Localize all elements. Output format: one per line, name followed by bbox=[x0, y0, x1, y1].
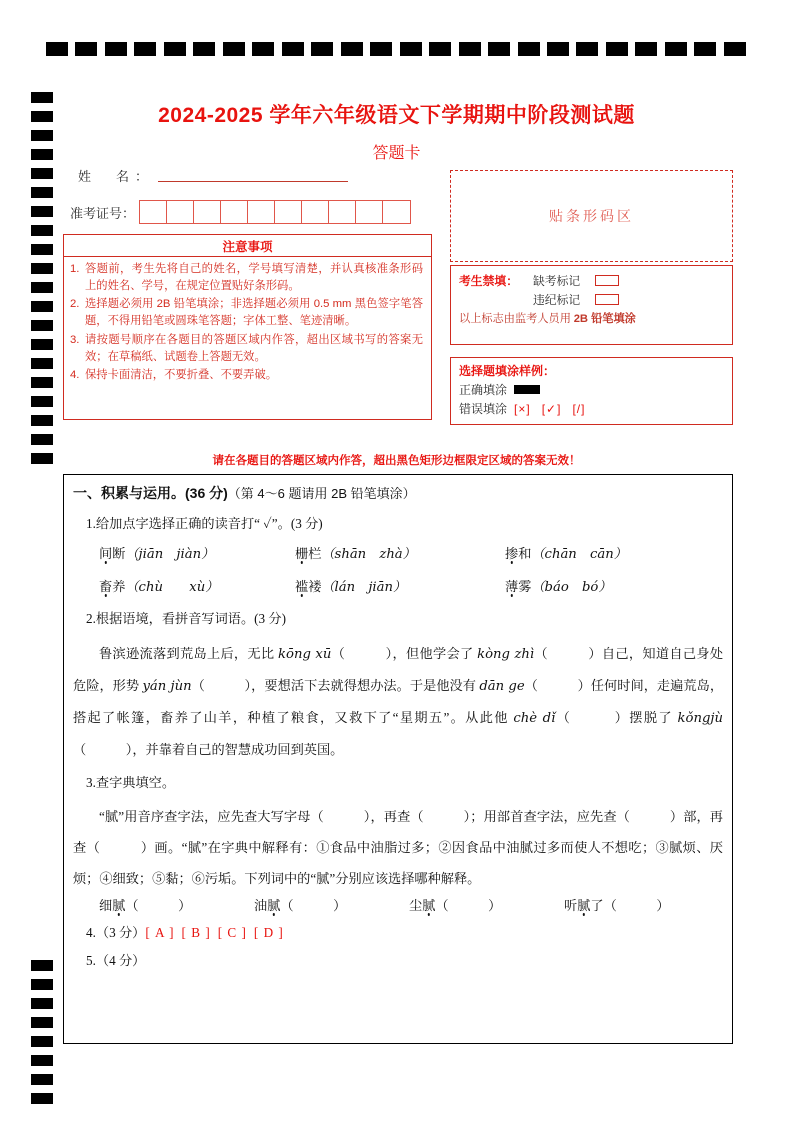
dotted-character: 腻 bbox=[112, 897, 126, 913]
question-4-options[interactable] bbox=[145, 925, 290, 940]
word-blank-item[interactable] bbox=[254, 895, 409, 914]
pinyin-choice-item[interactable] bbox=[99, 543, 295, 562]
question-4-number: 4. bbox=[86, 924, 96, 940]
note-item bbox=[70, 296, 423, 330]
timing-marks-left-lower bbox=[31, 960, 53, 1112]
timing-mark bbox=[31, 979, 53, 990]
note-item bbox=[70, 261, 423, 295]
timing-mark bbox=[31, 301, 53, 312]
wrong-fill-label: 错误填涂 bbox=[459, 402, 508, 416]
word-character: 了 bbox=[590, 897, 604, 913]
sentence-text: 鲁滨逊流落到荒岛上后，无比 bbox=[99, 645, 279, 661]
timing-mark bbox=[31, 225, 53, 236]
dotted-character: 掺 bbox=[505, 545, 519, 561]
section-heading bbox=[73, 483, 723, 503]
word-character bbox=[294, 898, 307, 913]
timing-mark bbox=[31, 960, 53, 971]
pinyin-options[interactable]: （chù xù） bbox=[125, 579, 219, 595]
question-2-answer-area[interactable] bbox=[73, 638, 723, 765]
admission-number-cell[interactable] bbox=[356, 201, 383, 223]
dotted-character: 腻 bbox=[267, 897, 281, 913]
timing-mark bbox=[635, 42, 657, 56]
admission-number-boxes[interactable] bbox=[139, 200, 411, 224]
timing-mark bbox=[223, 42, 245, 56]
note-text: 选择题必须用 2B 铅笔填涂；非选择题必须用 0.5 mm 黑色签字笔答题，不得用铅笔或圆珠笔答题；字体工整、笔迹清晰。 bbox=[85, 298, 423, 328]
pinyin-choice-item[interactable] bbox=[99, 576, 295, 595]
timing-mark bbox=[400, 42, 422, 56]
question-3-prompt: 3.查字典填空。 bbox=[86, 774, 176, 790]
violation-mark-label: 违纪标记 bbox=[533, 293, 581, 307]
question-4-row[interactable] bbox=[73, 923, 723, 943]
sentence-text: （ ），但他学会了 bbox=[331, 645, 478, 661]
notes-title: 注意事项 bbox=[64, 235, 431, 257]
question-3-answer-area[interactable]: “腻”用音序查字法，应先查大写字母（ ），再查（ ）；用部首查字法，应先查（ ）部，再查（ ）画。“腻”在字典中解释有：①食品中油脂过多；②因食品中油腻过多而使人不想吃；③腻烦、厌烦；④细致；⑤黏；⑥污垢。下列词中的“腻”分别应该选择哪种解释。 bbox=[73, 809, 723, 887]
sentence-text: （ ）摆脱了 bbox=[555, 709, 678, 725]
pinyin-token[interactable]: kòng zhì bbox=[477, 646, 535, 662]
word-character: 褛 bbox=[308, 578, 322, 594]
timing-mark bbox=[341, 42, 363, 56]
admission-number-cell[interactable] bbox=[248, 201, 275, 223]
pinyin-options[interactable]: （shān zhà） bbox=[321, 546, 416, 562]
correct-fill-row bbox=[459, 381, 724, 398]
word-character bbox=[165, 898, 178, 913]
timing-mark bbox=[665, 42, 687, 56]
question-1-prompt: 1.给加点字选择正确的读音打“ ✓”。(3 分) bbox=[86, 516, 323, 531]
pinyin-token[interactable]: dān ge bbox=[479, 678, 525, 694]
timing-mark bbox=[31, 282, 53, 293]
section-heading-main: 一、积累与运用。(36 分) bbox=[73, 485, 228, 501]
name-input-line[interactable] bbox=[158, 181, 348, 182]
question-1-row-2[interactable] bbox=[73, 576, 723, 595]
name-field-row bbox=[78, 166, 348, 185]
note-number: 2. bbox=[70, 298, 80, 311]
pinyin-token[interactable]: kōng xū bbox=[278, 646, 332, 662]
name-label: 姓 名： bbox=[78, 169, 155, 184]
dotted-character: 腻 bbox=[577, 897, 591, 913]
question-3-word-blanks[interactable] bbox=[73, 895, 723, 914]
answer-bubble-option[interactable]: [ D ] bbox=[253, 924, 284, 940]
timing-mark bbox=[31, 263, 53, 274]
absent-mark-bubble[interactable] bbox=[595, 275, 619, 286]
timing-mark bbox=[311, 42, 333, 56]
dotted-character: 间 bbox=[99, 545, 113, 561]
fill-sample-box bbox=[450, 357, 733, 425]
absent-mark-label: 缺考标记 bbox=[533, 274, 581, 288]
wrong-fill-mark: [×] bbox=[514, 401, 531, 416]
question-5-score: （4 分） bbox=[95, 953, 146, 969]
word-character bbox=[449, 898, 462, 913]
answer-card-subtitle: 答题卡 bbox=[372, 145, 421, 162]
word-character: ） bbox=[178, 897, 192, 913]
word-character: 细 bbox=[99, 897, 113, 913]
pinyin-options[interactable]: （chān cān） bbox=[531, 546, 627, 562]
timing-mark bbox=[31, 1055, 53, 1066]
timing-mark bbox=[694, 42, 716, 56]
word-blank-item[interactable] bbox=[564, 895, 719, 914]
timing-mark bbox=[282, 42, 304, 56]
pinyin-choice-item[interactable] bbox=[505, 576, 701, 595]
timing-mark bbox=[31, 358, 53, 369]
timing-mark bbox=[31, 415, 53, 426]
timing-mark bbox=[105, 42, 127, 56]
word-character: 听 bbox=[564, 897, 578, 913]
timing-mark bbox=[606, 42, 628, 56]
admission-number-row bbox=[70, 200, 411, 224]
note-item bbox=[70, 367, 423, 384]
question-2-prompt: 2.根据语境，看拼音写词语。(3 分) bbox=[86, 610, 287, 626]
proctor-marks-heading: 考生禁填： bbox=[459, 274, 518, 288]
violation-mark-row bbox=[459, 291, 724, 308]
sentence-text: （ ），并靠着自己的智慧成功回到英国。 bbox=[73, 741, 344, 757]
word-character: （ bbox=[603, 897, 617, 913]
admission-number-cell[interactable] bbox=[167, 201, 194, 223]
timing-mark bbox=[429, 42, 451, 56]
barcode-paste-area bbox=[450, 170, 733, 262]
admission-number-cell[interactable] bbox=[140, 201, 167, 223]
word-character bbox=[475, 898, 488, 913]
proctor-marks-box bbox=[450, 265, 733, 345]
question-4-score: （3 分） bbox=[95, 924, 146, 940]
timing-mark bbox=[459, 42, 481, 56]
sentence-text: （ ）自己，知道自己身处危险，形势 bbox=[73, 645, 724, 693]
word-character bbox=[643, 898, 656, 913]
timing-mark bbox=[31, 1074, 53, 1085]
dotted-character: 薄 bbox=[505, 578, 519, 594]
wrong-fill-row bbox=[459, 400, 724, 417]
correct-fill-label: 正确填涂 bbox=[459, 383, 508, 397]
word-character: 尘 bbox=[409, 897, 423, 913]
word-character bbox=[462, 898, 475, 913]
timing-mark bbox=[31, 1036, 53, 1047]
word-character: 雾 bbox=[518, 578, 532, 594]
timing-mark bbox=[488, 42, 510, 56]
notes-list bbox=[64, 257, 431, 384]
pinyin-token[interactable]: kǒngjù bbox=[677, 710, 723, 726]
note-number: 3. bbox=[70, 333, 80, 346]
pinyin-choice-item[interactable] bbox=[295, 543, 505, 562]
pinyin-token[interactable]: chè dǐ bbox=[513, 710, 556, 726]
timing-mark bbox=[31, 168, 53, 179]
sentence-text: （ ）任何时间，走遍荒岛，搭起了帐篷，畜养了山羊，种植了粮食，又救下了“星期五”。从此他 bbox=[73, 677, 724, 725]
note-number: 4. bbox=[70, 368, 80, 381]
pinyin-choice-item[interactable] bbox=[295, 576, 505, 595]
answer-bubble-option[interactable]: [ B ] bbox=[181, 924, 211, 940]
admission-number-cell[interactable] bbox=[383, 201, 410, 223]
note-number: 1. bbox=[70, 263, 80, 275]
answer-bubble-option[interactable]: [ A ] bbox=[145, 924, 175, 940]
timing-mark bbox=[724, 42, 746, 56]
word-character: ） bbox=[488, 897, 502, 913]
proctor-footnote-pre: 以上标志由监考人员用 bbox=[459, 313, 574, 325]
pinyin-token[interactable]: yán jùn bbox=[142, 678, 192, 694]
fill-sample-title: 选择题填涂样例： bbox=[459, 364, 556, 378]
admission-number-cell[interactable] bbox=[302, 201, 329, 223]
word-character: （ bbox=[125, 897, 139, 913]
timing-mark bbox=[252, 42, 274, 56]
word-character bbox=[139, 898, 152, 913]
absent-mark-row bbox=[459, 272, 724, 289]
timing-mark bbox=[31, 1093, 53, 1104]
question-5-number: 5. bbox=[86, 953, 96, 969]
pinyin-choice-item[interactable] bbox=[505, 543, 701, 562]
admission-number-cell[interactable] bbox=[329, 201, 356, 223]
word-character: ） bbox=[333, 897, 347, 913]
wrong-fill-mark: [/] bbox=[572, 401, 586, 416]
timing-mark bbox=[134, 42, 156, 56]
answer-region-frame bbox=[63, 474, 733, 1044]
pinyin-options[interactable]: （lán jiān） bbox=[321, 579, 407, 595]
timing-mark bbox=[576, 42, 598, 56]
notes-box bbox=[63, 234, 432, 420]
timing-mark bbox=[370, 42, 392, 56]
timing-mark bbox=[31, 244, 53, 255]
word-character: 栏 bbox=[308, 545, 322, 561]
timing-mark bbox=[75, 42, 97, 56]
word-blank-item[interactable] bbox=[99, 895, 254, 914]
question-5-row[interactable] bbox=[73, 951, 723, 971]
word-character: 断 bbox=[112, 545, 126, 561]
dotted-character: 畜 bbox=[99, 578, 113, 594]
timing-mark bbox=[164, 42, 186, 56]
timing-marks-top bbox=[46, 42, 746, 56]
wrong-fill-example-icons bbox=[514, 402, 596, 416]
violation-mark-bubble[interactable] bbox=[595, 294, 619, 305]
timing-mark bbox=[547, 42, 569, 56]
admission-number-cell[interactable] bbox=[221, 201, 248, 223]
question-1-row-1[interactable] bbox=[73, 543, 723, 562]
timing-mark bbox=[31, 396, 53, 407]
timing-mark bbox=[31, 187, 53, 198]
admission-number-label: 准考证号： bbox=[70, 205, 136, 221]
timing-mark bbox=[193, 42, 215, 56]
dotted-character: 腻 bbox=[422, 897, 436, 913]
barcode-area-label: 贴条形码区 bbox=[549, 210, 634, 225]
word-character bbox=[617, 898, 630, 913]
note-text: 请按题号顺序在各题目的答题区域内作答，超出区域书写的答案无效；在草稿纸、试题卷上答题无效。 bbox=[85, 333, 423, 363]
word-blank-item[interactable] bbox=[409, 895, 564, 914]
word-character: （ bbox=[280, 897, 294, 913]
sentence-text: （ ），要想活下去就得想办法。于是他没有 bbox=[191, 677, 480, 693]
timing-mark bbox=[31, 206, 53, 217]
word-character: （ bbox=[435, 897, 449, 913]
timing-mark bbox=[31, 377, 53, 388]
wrong-fill-mark: [✓] bbox=[541, 401, 562, 416]
dotted-character: 褴 bbox=[295, 578, 309, 594]
section-heading-sub: （第 4～6 题请用 2B 铅笔填涂） bbox=[227, 486, 416, 501]
answer-area-warning: 请在各题目的答题区域内作答，超出黑色矩形边框限定区域的答案无效！ bbox=[212, 455, 581, 467]
timing-mark bbox=[518, 42, 540, 56]
correct-fill-example-icon bbox=[514, 385, 540, 394]
word-character bbox=[320, 898, 333, 913]
timing-mark bbox=[46, 42, 68, 56]
proctor-footnote-emphasis: 2B 铅笔填涂 bbox=[573, 313, 636, 325]
pinyin-options[interactable]: （báo bó） bbox=[531, 579, 612, 595]
page-title: 2024-2025 学年六年级语文下学期期中阶段测试题 bbox=[158, 104, 635, 127]
timing-mark bbox=[31, 998, 53, 1009]
word-character bbox=[630, 898, 643, 913]
word-character: 和 bbox=[518, 545, 532, 561]
timing-mark bbox=[31, 1017, 53, 1028]
admission-number-cell[interactable] bbox=[275, 201, 302, 223]
admission-number-cell[interactable] bbox=[194, 201, 221, 223]
note-item bbox=[70, 332, 423, 366]
word-character: ） bbox=[656, 897, 670, 913]
answer-bubble-option[interactable]: [ C ] bbox=[217, 924, 247, 940]
pinyin-options[interactable]: （jiān jiàn） bbox=[125, 546, 215, 562]
timing-mark bbox=[31, 434, 53, 445]
timing-mark bbox=[31, 320, 53, 331]
proctor-marks-footnote bbox=[459, 310, 724, 326]
timing-mark bbox=[31, 339, 53, 350]
dotted-character: 栅 bbox=[295, 545, 309, 561]
note-text: 保持卡面清洁，不要折叠、不要弄破。 bbox=[85, 368, 278, 381]
word-character bbox=[152, 898, 165, 913]
word-character: 油 bbox=[254, 897, 268, 913]
note-text: 答题前，考生先将自己的姓名，学号填写清楚，并认真核准条形码上的姓名、学号，在规定位置贴好条形码。 bbox=[85, 263, 423, 293]
word-character bbox=[307, 898, 320, 913]
word-character: 养 bbox=[112, 578, 126, 594]
